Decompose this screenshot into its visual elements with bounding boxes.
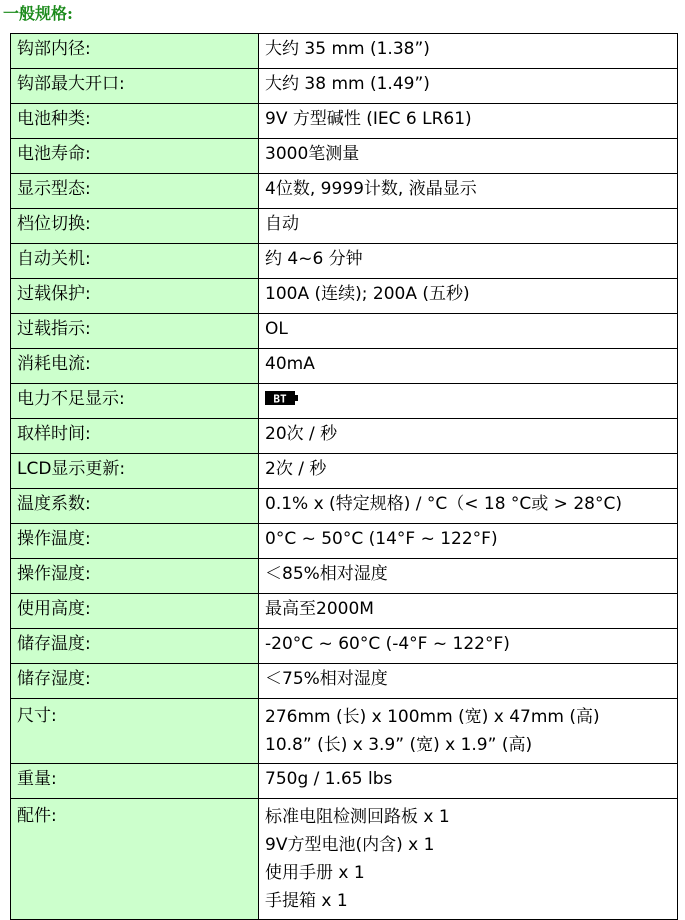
- spec-label: 过载保护:: [11, 279, 259, 314]
- spec-value: 20次 / 秒: [259, 419, 678, 454]
- spec-label: 显示型态:: [11, 174, 259, 209]
- spec-label: 消耗电流:: [11, 349, 259, 384]
- spec-row-current-consumption: [11, 349, 678, 384]
- spec-table: [10, 33, 678, 920]
- spec-label: 钩部内径:: [11, 34, 259, 69]
- spec-label: 尺寸:: [11, 699, 259, 764]
- spec-value: 大约 35 mm (1.38”): [259, 34, 678, 69]
- spec-value: 0°C ~ 50°C (14°F ~ 122°F): [259, 524, 678, 559]
- spec-value: OL: [259, 314, 678, 349]
- spec-label: 储存温度:: [11, 629, 259, 664]
- spec-row-operating-humidity: [11, 559, 678, 594]
- spec-value: [259, 799, 678, 920]
- spec-row-overload-protection: [11, 279, 678, 314]
- spec-value: 100A (连续); 200A (五秒): [259, 279, 678, 314]
- spec-row-altitude: [11, 594, 678, 629]
- spec-row-battery-type: [11, 104, 678, 139]
- spec-value: 40mA: [259, 349, 678, 384]
- spec-row-weight: [11, 764, 678, 799]
- spec-value: ＜85%相对湿度: [259, 559, 678, 594]
- spec-label: 过载指示:: [11, 314, 259, 349]
- spec-value: 0.1% x (特定规格) / °C（< 18 °C或 > 28°C): [259, 489, 678, 524]
- spec-row-hook-diameter: [11, 34, 678, 69]
- spec-label: 电力不足显示:: [11, 384, 259, 419]
- spec-row-accessories: [11, 799, 678, 920]
- spec-row-display-type: [11, 174, 678, 209]
- spec-label: 电池寿命:: [11, 139, 259, 174]
- spec-value: 2次 / 秒: [259, 454, 678, 489]
- spec-row-storage-temp: [11, 629, 678, 664]
- spec-label: 使用高度:: [11, 594, 259, 629]
- spec-value: 750g / 1.65 lbs: [259, 764, 678, 799]
- spec-label: 取样时间:: [11, 419, 259, 454]
- spec-value: 大约 38 mm (1.49”): [259, 69, 678, 104]
- accessory-item: 手提箱 x 1: [265, 891, 348, 911]
- spec-value: ＜75%相对湿度: [259, 664, 678, 699]
- spec-row-sampling: [11, 419, 678, 454]
- spec-row-low-battery: [11, 384, 678, 419]
- section-title: 一般规格:: [3, 4, 73, 23]
- spec-row-overload-indication: [11, 314, 678, 349]
- spec-value: 4位数, 9999计数, 液晶显示: [259, 174, 678, 209]
- spec-row-temp-coefficient: [11, 489, 678, 524]
- accessory-item: 9V方型电池(内含) x 1: [265, 835, 435, 855]
- spec-label: 储存湿度:: [11, 664, 259, 699]
- spec-value: 约 4~6 分钟: [259, 244, 678, 279]
- spec-row-hook-opening: [11, 69, 678, 104]
- spec-label: 档位切换:: [11, 209, 259, 244]
- spec-value: 9V 方型碱性 (IEC 6 LR61): [259, 104, 678, 139]
- spec-row-lcd-refresh: [11, 454, 678, 489]
- spec-label: 自动关机:: [11, 244, 259, 279]
- spec-value: 自动: [259, 209, 678, 244]
- spec-label: 操作温度:: [11, 524, 259, 559]
- dimension-line-metric: 276mm (长) x 100mm (宽) x 47mm (高): [265, 707, 600, 727]
- spec-label: 重量:: [11, 764, 259, 799]
- battery-low-icon: [265, 388, 299, 414]
- spec-value: [259, 384, 678, 419]
- spec-label: 钩部最大开口:: [11, 69, 259, 104]
- spec-value: 3000笔测量: [259, 139, 678, 174]
- spec-row-battery-life: [11, 139, 678, 174]
- spec-row-storage-humidity: [11, 664, 678, 699]
- spec-value: -20°C ~ 60°C (-4°F ~ 122°F): [259, 629, 678, 664]
- spec-row-dimensions: [11, 699, 678, 764]
- spec-label: 温度系数:: [11, 489, 259, 524]
- spec-row-operating-temp: [11, 524, 678, 559]
- accessory-item: 使用手册 x 1: [265, 863, 365, 883]
- battery-icon-text: BT: [273, 392, 287, 406]
- dimension-line-imperial: 10.8” (长) x 3.9” (宽) x 1.9” (高): [265, 735, 533, 755]
- accessory-item: 标准电阻检测回路板 x 1: [265, 807, 450, 827]
- spec-value: [259, 699, 678, 764]
- spec-row-range-switch: [11, 209, 678, 244]
- spec-label: 电池种类:: [11, 104, 259, 139]
- spec-row-auto-off: [11, 244, 678, 279]
- spec-label: 操作湿度:: [11, 559, 259, 594]
- spec-label: 配件:: [11, 799, 259, 920]
- spec-label: LCD显示更新:: [11, 454, 259, 489]
- spec-value: 最高至2000M: [259, 594, 678, 629]
